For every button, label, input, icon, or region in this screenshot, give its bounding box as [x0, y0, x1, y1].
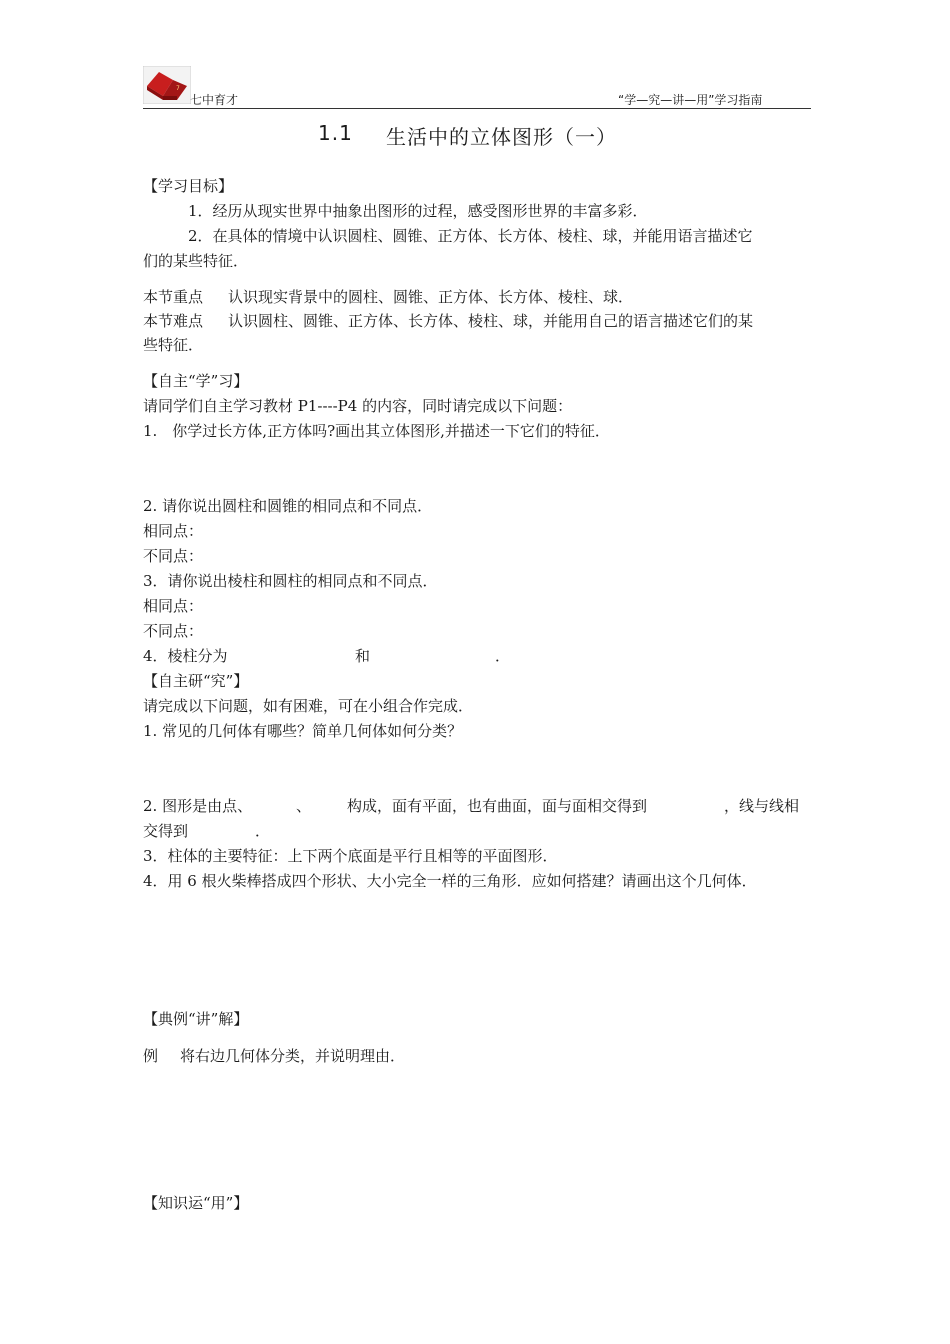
self-study-q4-start: 4．棱柱分为	[143, 647, 228, 665]
self-study-q3-diff: 不同点：	[143, 622, 204, 640]
application-heading: 【知识运“用”】	[143, 1194, 249, 1212]
self-study-q3: 3．请你说出棱柱和圆柱的相同点和不同点．	[143, 572, 438, 590]
difficult-point-text: 认识圆柱、圆锥、正方体、长方体、棱柱、球，并能用自己的语言描述它们的某	[228, 312, 754, 330]
difficult-point-label: 本节难点	[143, 312, 204, 330]
example-label: 例	[143, 1047, 159, 1065]
research-q2-line2: 交得到	[143, 822, 189, 840]
objective-item-2: 2．在具体的情境中认识圆柱、圆锥、正方体、长方体、棱柱、球，并能用语言描述它	[188, 227, 753, 245]
self-study-q4-and: 和	[355, 647, 371, 665]
research-q4: 4．用 6 根火柴棒搭成四个形状、大小完全一样的三角形．应如何搭建？请画出这个几何体．	[143, 872, 757, 890]
self-study-q1: 1. 你学过长方体,正方体吗?画出其立体图形,并描述一下它们的特征．	[143, 422, 610, 440]
svg-text:7: 7	[176, 85, 180, 92]
research-q2-tail: ，线与线相	[724, 797, 800, 815]
research-q2-end: ．	[255, 822, 271, 840]
research-q2-sep: 、	[296, 797, 312, 815]
key-point-label: 本节重点	[143, 288, 204, 306]
school-logo	[143, 66, 191, 104]
self-study-q3-same: 相同点：	[143, 597, 204, 615]
page-title: 生活中的立体图形（一）	[386, 125, 617, 149]
self-study-intro: 请同学们自主学习教材 P1----P4 的内容，同时请完成以下问题：	[143, 397, 573, 415]
self-study-q4-end: ．	[495, 647, 511, 665]
header-school: 七中育才	[190, 93, 239, 107]
key-point-text: 认识现实背景中的圆柱、圆锥、正方体、长方体、棱柱、球．	[228, 288, 634, 306]
research-q2-start: 2. 图形是由点、	[143, 797, 253, 815]
objective-item-2-cont: 们的某些特征．	[143, 252, 249, 270]
book-logo-icon	[143, 66, 191, 104]
self-study-q2-diff: 不同点：	[143, 547, 204, 565]
difficult-point-text-cont: 些特征．	[143, 336, 204, 354]
research-q1: 1. 常见的几何体有哪些？简单几何体如何分类？	[143, 722, 463, 740]
example-heading: 【典例“讲”解】	[143, 1010, 249, 1028]
header-divider	[143, 108, 811, 109]
research-heading: 【自主研“究”】	[143, 672, 249, 690]
self-study-q2-same: 相同点：	[143, 522, 204, 540]
page-title-number: 1.1	[318, 121, 353, 145]
objectives-heading: 【学习目标】	[143, 177, 234, 195]
self-study-q2: 2. 请你说出圆柱和圆锥的相同点和不同点．	[143, 497, 433, 515]
research-q3: 3．柱体的主要特征：上下两个底面是平行且相等的平面图形．	[143, 847, 558, 865]
objective-item-1: 1．经历从现实世界中抽象出图形的过程，感受图形世界的丰富多彩．	[188, 202, 648, 220]
example-text: 将右边几何体分类，并说明理由．	[180, 1047, 406, 1065]
self-study-heading: 【自主“学”习】	[143, 372, 249, 390]
header-guide: “学—究—讲—用”学习指南	[618, 93, 763, 107]
research-intro: 请完成以下问题，如有困难，可在小组合作完成．	[143, 697, 474, 715]
research-q2-mid: 构成，面有平面，也有曲面，面与面相交得到	[347, 797, 648, 815]
